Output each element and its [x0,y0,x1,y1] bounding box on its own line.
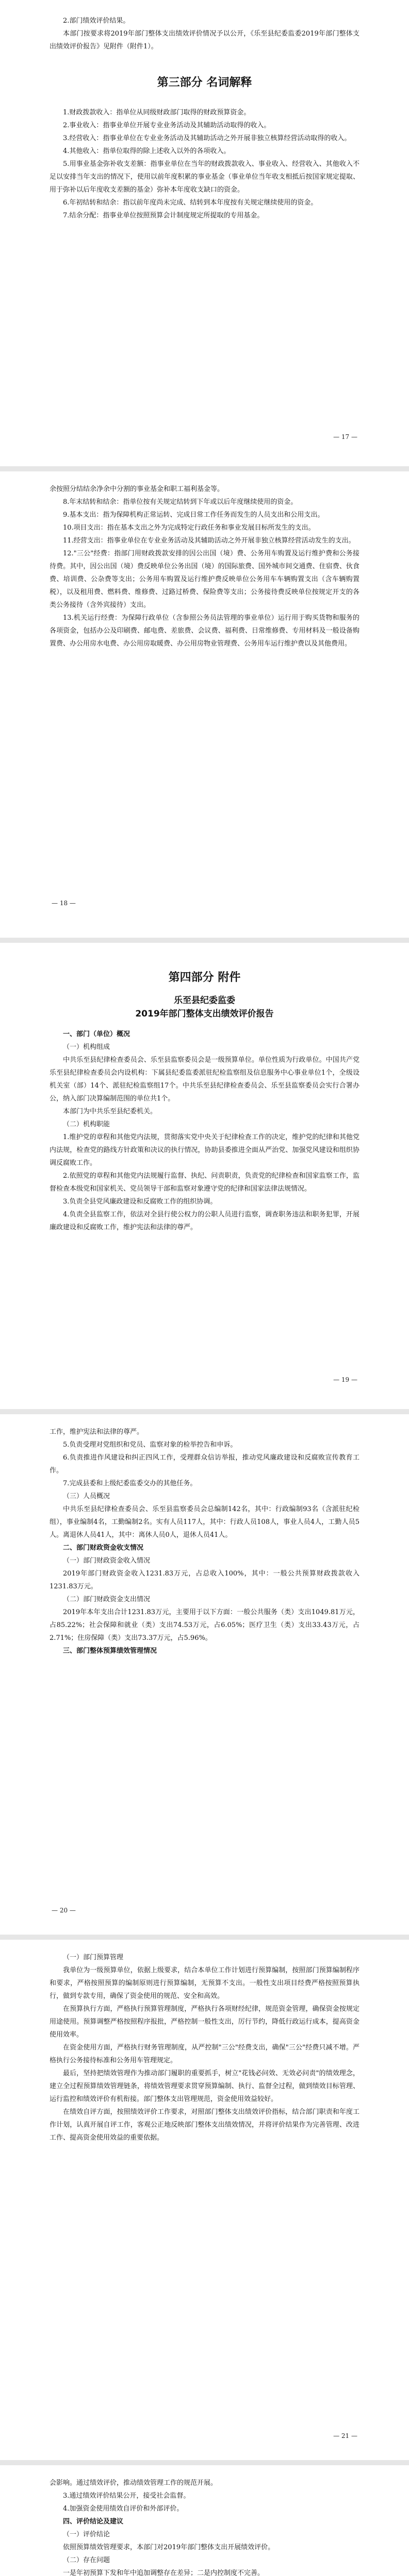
paragraph: 6.年初结转和结余：指以前年度尚未完成、结转到本年度按有关规定继续使用的资金。 [63,199,318,207]
page-divider [0,1935,409,1940]
paragraph: 1.财政拨款收入：指单位从同级财政部门取得的财政预算资金。 [63,109,251,116]
paragraph: 3.通过绩效评价结果公开，接受社会监督。 [63,2492,190,2500]
paragraph: 3.负责全县党风廉政建设和反腐败工作的组织协调。 [63,1198,217,1206]
paragraph: 会影响。通过绩效评价，推动绩效管理工作的规范开展。 [50,2479,218,2487]
page-22 [0,2465,409,2576]
report-title: 乐至县纪委监委 [174,995,235,1006]
paragraph: 10.项目支出：指在基本支出之外为完成特定行政任务和事业发展目标所发生的支出。 [63,524,315,532]
paragraph: 6.负责推进作风建设和纠正四风工作，受理群众信访举报，推动党风廉政建设和反腐败宣传教育工作。 [50,1454,359,1475]
section-heading: 三、部门整体预算绩效管理情况 [63,1647,157,1655]
subsection-heading: （一）机构组成 [63,1043,110,1051]
paragraph: 12."三公"经费：指部门用财政拨款安排的因公出国（境）费、公务用车购置及运行维护费和公务接待费。其中，因公出国（境）费反映单位公务出国（境）的国际旅费、国外城市间交通费、住宿费、伙食费、培训费、公杂费等支出；公务用车购置及运行维护费反映单位公务用车车辆购置支出（含车辆购置税），以及租用费、燃料费、维修费、过路过桥费、保险费等支出；公务接待费反映单位按规定开支的各类公务接待（含外宾接待）支出。 [50,550,359,609]
subsection-heading: （一）部门财政资金收入情况 [63,1557,151,1565]
section-heading: 四、评价结论及建议 [63,2518,124,2526]
paragraph: 中共乐至县纪律检查委员会、乐至县监察委员会是一级预算单位。单位性质为行政单位。中国共产党乐至县纪律检查委员会内设机构：下属县纪委监委派驻纪检监察组及信息服务中心事业单位1个，全级设机关室（部）14个、派驻纪检监察组17个。中共乐至县纪律检查委员会、乐至县监察委员会实行合署办公，纳入部门决算编制范围的单位共1个。 [50,1056,359,1103]
paragraph: 1.维护党的章程和其他党内法规，贯彻落实党中央关于纪律检查工作的决定，维护党的纪律和其他党内法规，检查党的路线方针政策和决议的执行情况，协助县委推进全面从严治党、加强党风建设和组织协调反腐败工作。 [50,1133,359,1167]
paragraph: 2.依照党的章程和其他党内法规履行监督、执纪、问责职责，负责党的纪律检查和国家监察工作，监督检查本级党和国家机关、党员领导干部和监察对象遵守党的纪律和国家法律法规情况。 [50,1172,359,1193]
page-number: — 21 — [333,2432,357,2439]
paragraph: 余按照分结结余净余中分割的事业基金和职工福利基金等。 [50,485,224,493]
paragraph: 工作，维护宪法和法律的尊严。 [50,1428,144,1436]
paragraph: 我单位为一级预算单位，依据上级要求，结合本单位工作计划进行预算编制，按照部门预算编制程序和要求，严格按照预算的编制原则进行预算编制，无预算不支出。一般性支出项目经费严格按照预算执行，做到专款专用，确保了资金使用的规范、安全和高效。 [50,1967,359,2000]
paragraph: 2019年本年支出合计1231.83万元，主要用于以下方面：一般公共服务（类）支出1049.81万元，占85.22%；社会保障和就业（类）支出74.53万元，占6.05%；医疗卫生（类）支出33.43万元，占2.71%；住房保障（类）支出73.37万元，占5.96%。 [50,1608,359,1642]
page-divider [0,2460,409,2465]
page-18 [0,471,409,938]
paragraph: 在预算执行方面，严格执行预算管理制度，严格执行各项财经纪律，规范资金管理，确保资金按规定用途使用。预算调整严格按照程序报批，严格控制一般性支出，厉行节约，降低行政运行成本，提高资金使用效率。 [50,2005,359,2039]
paragraph: 本部门按要求将2019年部门整体支出绩效评价情况予以公开，《乐至县纪委监委2019年部门整体支出绩效评价报告》见附件（附件1）。 [50,30,359,50]
page-21 [0,1940,409,2460]
page-number: — 20 — [52,1907,76,1914]
paragraph: 5.用事业基金弥补收支差额：指事业单位在当年的财政拨款收入、事业收入、经营收入、其他收入不足以安排当年支出的情况下，使用以前年度积累的事业基金（事业单位当年收支相抵后按国家规定提取、用于弥补以后年度收支差额的基金）弥补本年度收支缺口的资金。 [50,160,359,194]
page-divider [0,938,409,943]
paragraph: 中共乐至县纪律检查委员会、乐至县监察委员会总编制142名，其中：行政编制93名（含派驻纪检组），事业编制4名，工勤编制2名。实有人员117人，其中：行政人员108人，事业人员4人，工勤人员5人。离退休人员41人，其中：离休人员0人，退休人员41人。 [50,1505,359,1539]
part-title: 第三部分 名词解释 [157,76,252,89]
report-subtitle: 2019年部门整体支出绩效评价报告 [135,1009,274,1019]
paragraph: 最后，坚持把绩效管理作为推动部门履职的重要抓手，树立"花钱必问效、无效必问责"的绩效理念，建立全过程预算绩效管理链条，将绩效管理要求贯穿预算编制、执行、监督全过程，做到绩效目标管理、运行监控和绩效评价有机衔接。部门整体支出管理规范，资金使用效益较好。 [50,2070,359,2103]
page-divider [0,1409,409,1414]
paragraph: 4.负责全县监察工作，依法对全县行使公权力的公职人员进行监察，调查职务违法和职务犯罪，开展廉政建设和反腐败工作，维护宪法和法律的尊严。 [50,1211,359,1231]
subsection-heading: （二）部门财政资金支出情况 [63,1596,151,1603]
paragraph: 2.事业收入：指事业单位开展专业业务活动及其辅助活动取得的收入。 [63,122,271,129]
page-divider [0,466,409,471]
part-title: 第四部分 附件 [168,971,241,984]
section-heading: 二、部门财政资金收支情况 [63,1544,144,1552]
paragraph: 7.结余分配：指事业单位按照预算会计制度规定所提取的专用基金。 [63,212,264,219]
paragraph: 依照预算绩效管理要求，本部门对2019年部门整体支出开展绩效评价。 [63,2544,275,2551]
paragraph: 3.经营收入：指事业单位在专业业务活动及其辅助活动之外开展非独立核算经营活动取得的收入。 [63,134,351,142]
page-20 [0,1414,409,1935]
paragraph: 9.基本支出：指为保障机构正常运转、完成日常工作任务而发生的人员支出和公用支出。 [63,511,324,519]
subsection-heading: （一）评价结论 [63,2531,110,2538]
paragraph: 在资金使用方面，严格执行财务管理制度，从严控制"三公"经费支出，确保"三公"经费只减不增。严格执行公务接待标准和公务用车管理规定。 [50,2044,359,2064]
paragraph: 7.完成县委和上级纪委监委交办的其他任务。 [63,1480,197,1487]
page-17 [0,0,409,466]
subsection-heading: （一）部门预算管理 [63,1954,124,1961]
paragraph: 8.年末结转和结余：指单位按有关规定结转到下年或以后年度继续使用的资金。 [63,498,298,506]
page-19 [0,943,409,1409]
subsection-heading: （二）存在问题 [63,2556,110,2564]
paragraph: 5.负责受理对党组织和党员、监察对象的检举控告和申诉。 [63,1441,237,1449]
paragraph: 2019年部门财政资金收入1231.83万元，占总收入100%，其中：一般公共预算财政拨款收入1231.83万元。 [50,1570,359,1590]
subsection-heading: （二）机构职能 [63,1121,110,1128]
section-heading: 一、部门（单位）概况 [63,1030,130,1038]
paragraph: 13.机关运行经费：为保障行政单位（含参照公务员法管理的事业单位）运行用于购买货物和服务的各项资金，包括办公及印刷费、邮电费、差旅费、会议费、福利费、日常维修费、专用材料及一般设备购置费、办公用房水电费、办公用房取暖费、办公用房物业管理费、公务用车运行维护费以及其他费用。 [50,614,359,648]
subsection-heading: （三）人员概况 [63,1493,110,1500]
page-number: — 18 — [52,900,76,907]
paragraph: 2.部门绩效评价结果。 [63,17,130,25]
paragraph: 11.经营支出：指事业单位在专业业务活动及其辅助活动之外开展非独立核算经营活动发生的支出。 [63,537,355,545]
page-number: — 17 — [333,433,357,440]
paragraph: 4.其他收入：指单位取得的除上述收入以外的各项收入。 [63,147,231,155]
paragraph: 在绩效自评方面，按照绩效评价工作要求，对照部门整体支出绩效评价指标，结合部门职责和年度工作计划，认真开展自评工作，客观公正地反映部门整体支出绩效情况，并将评价结果作为完善管理、改进工作、提高资金使用效益的重要依据。 [50,2108,359,2142]
paragraph: 本部门为中共乐至县纪委机关。 [63,1108,157,1115]
paragraph: 一是年初预算下发和年中追加调整存在差异；二是内控制度不完善。 [63,2569,265,2576]
page-number: — 19 — [333,1376,357,1383]
paragraph: 4.加强资金使用绩效自评价和外部评价。 [63,2505,184,2513]
